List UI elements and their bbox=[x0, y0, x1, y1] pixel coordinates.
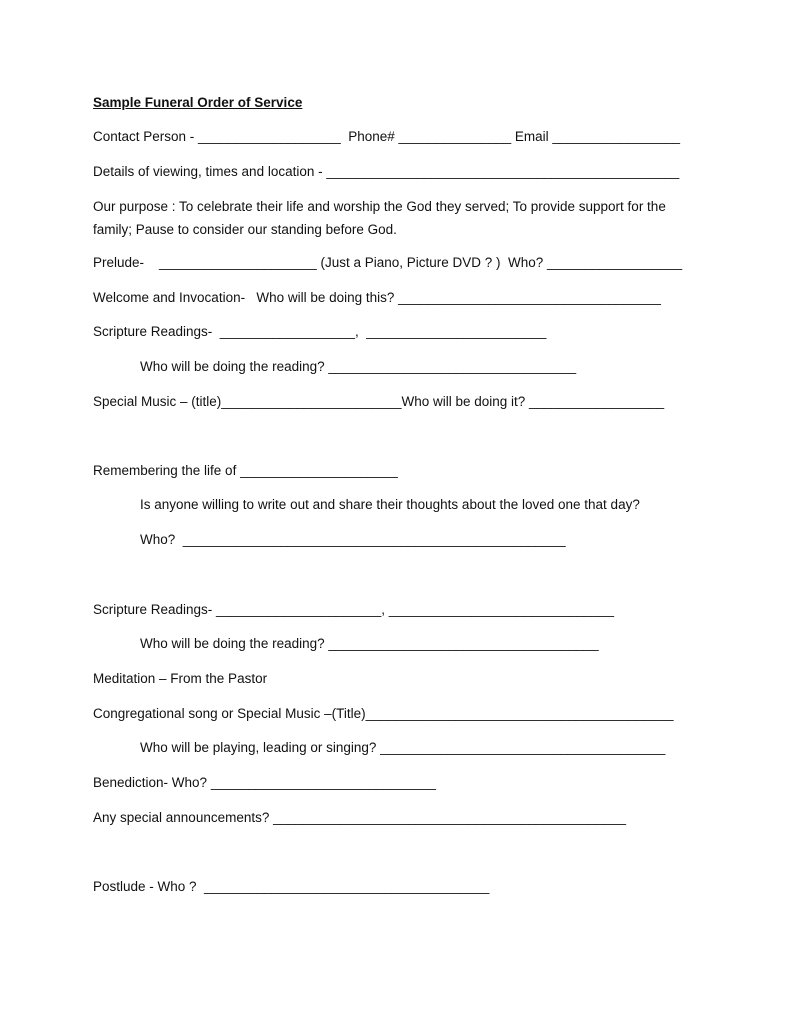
share-thoughts-who-line: Who? ___________________________________________________ bbox=[140, 532, 566, 547]
congregational-performer-line: Who will be playing, leading or singing? ______________________________________ bbox=[140, 740, 666, 755]
announcements-line: Any special announcements? _______________________________________________ bbox=[93, 810, 626, 825]
share-thoughts-question: Is anyone willing to write out and share their thoughts about the loved one that day? bbox=[140, 497, 640, 512]
contact-person-line: Contact Person - ___________________ Phone# _______________ Email _________________ bbox=[93, 129, 681, 144]
purpose-paragraph: Our purpose : To celebrate their life and worship the God they served; To provide support for the family; Pause to consider our standing before God. bbox=[93, 199, 666, 237]
remembering-life-line: Remembering the life of _____________________ bbox=[93, 463, 398, 478]
special-music-line: Special Music – (title)________________________Who will be doing it? __________________ bbox=[93, 394, 665, 409]
document-title: Sample Funeral Order of Service bbox=[93, 95, 303, 110]
scripture-reader-line-1: Who will be doing the reading? _________________________________ bbox=[140, 359, 577, 374]
benediction-line: Benediction- Who? ______________________________ bbox=[93, 775, 437, 790]
postlude-line: Postlude - Who ? ______________________________________ bbox=[93, 879, 490, 894]
prelude-line: Prelude- _____________________ (Just a Piano, Picture DVD ? ) Who? __________________ bbox=[93, 255, 683, 270]
viewing-details-line: Details of viewing, times and location - _______________________________________________ bbox=[93, 164, 680, 179]
scripture-readings-line-1: Scripture Readings- __________________, ________________________ bbox=[93, 324, 547, 339]
welcome-invocation-line: Welcome and Invocation- Who will be doing this? ___________________________________ bbox=[93, 290, 661, 305]
scripture-reader-line-2: Who will be doing the reading? ____________________________________ bbox=[140, 636, 599, 651]
meditation-line: Meditation – From the Pastor bbox=[93, 671, 268, 686]
scripture-readings-line-2: Scripture Readings- ______________________, ______________________________ bbox=[93, 602, 614, 617]
congregational-song-line: Congregational song or Special Music –(Title)_________________________________________ bbox=[93, 706, 674, 721]
